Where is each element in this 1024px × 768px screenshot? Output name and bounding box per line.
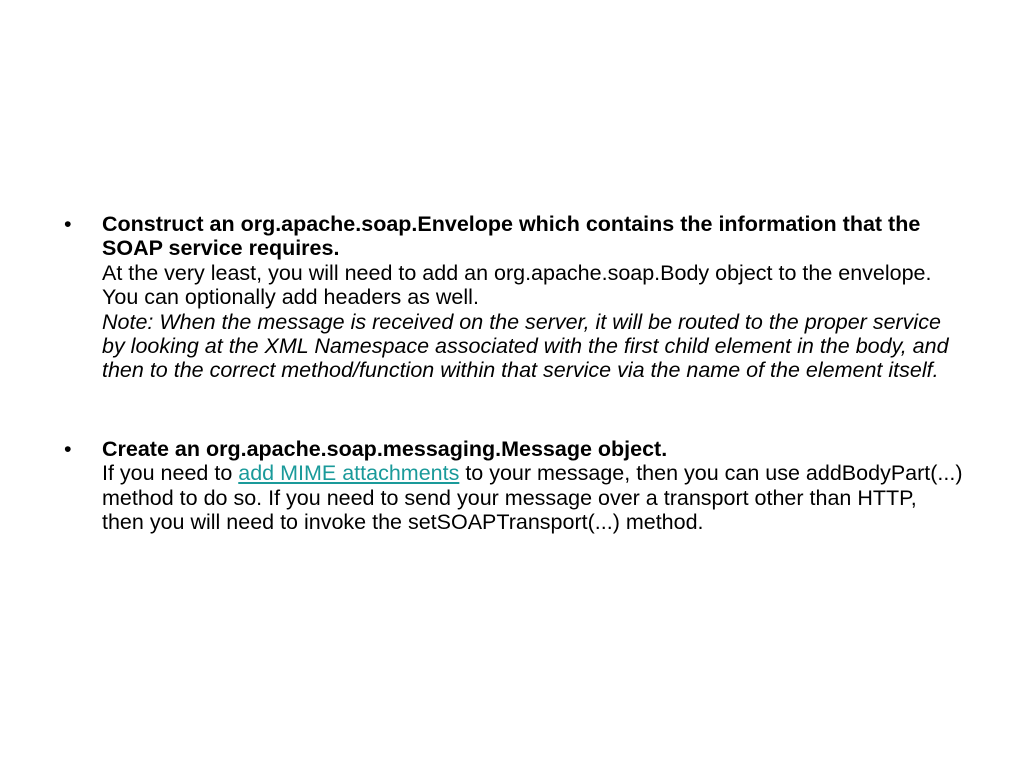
bullet-body — [102, 461, 964, 534]
bullet-icon: • — [64, 436, 72, 461]
bullet-title: Construct an org.apache.soap.Envelope which contains the information that the SOAP service requires. — [102, 212, 921, 261]
bullet-text — [102, 212, 964, 383]
body-text-after-link: to your message, then you can use addBodyPart(...) method to do so. If you need to send your message over a transport other than HTTP, then you will need to invoke the setSOAPTransport(...) method. — [102, 461, 963, 535]
bullet-icon: • — [64, 212, 72, 236]
bullet-text — [102, 437, 964, 535]
bullet-title: Create an org.apache.soap.messaging.Message object. — [102, 436, 668, 461]
bullet-note: Note: When the message is received on the server, it will be routed to the proper service by looking at the XML Namespace associated with the first child element in the body, and then to the correct method/function within that service via the name of the element itself. — [102, 309, 949, 383]
body-text-before-link: If you need to — [102, 461, 239, 486]
bullet-list — [64, 212, 964, 534]
bullet-body: At the very least, you will need to add an org.apache.soap.Body object to the envelope. You can optionally add headers as well. — [102, 260, 932, 310]
mime-attachments-link[interactable]: add MIME attachments — [238, 461, 460, 486]
bullet-item-message — [64, 437, 964, 535]
bullet-item-envelope — [64, 212, 964, 383]
